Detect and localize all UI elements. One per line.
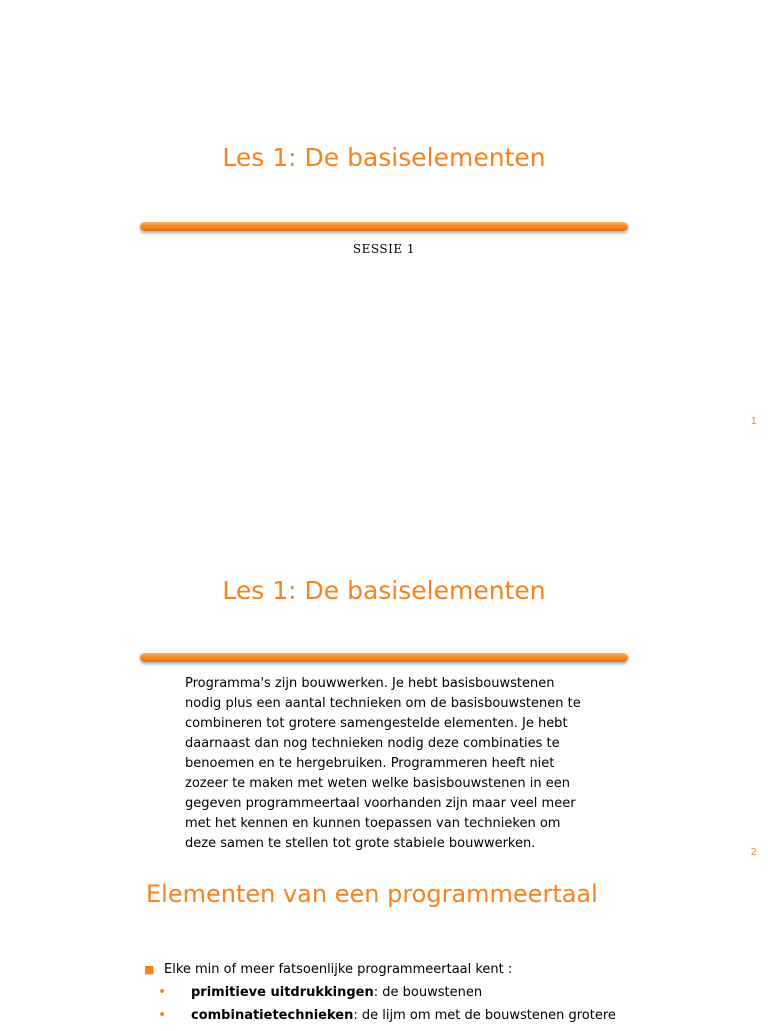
bullet-rest: : de lijm om met de bouwstenen grotere	[353, 1008, 616, 1023]
slide2-title-rule	[140, 653, 628, 662]
body-line: Programma's zijn bouwwerken. Je hebt basisbouwstenen	[185, 676, 555, 691]
body-line: nodig plus een aantal technieken om de basisbouwstenen te	[185, 696, 581, 711]
list-item	[140, 962, 760, 985]
body-line: benoemen en te hergebruiken. Programmeren heeft niet	[185, 756, 555, 771]
list-item	[140, 1008, 760, 1031]
body-line: deze samen te stellen tot grote stabiele bouwwerken.	[185, 836, 536, 851]
list-item	[140, 985, 760, 1008]
bullet-term: combinatietechnieken	[191, 1008, 354, 1023]
slide1-page-number: 1	[750, 416, 757, 427]
body-line: met het kennen en kunnen toepassen van technieken om	[185, 816, 561, 831]
dot-bullet-icon: •	[158, 1007, 167, 1023]
slide1-title-rule	[140, 222, 628, 231]
dot-bullet-icon: •	[158, 984, 167, 1000]
body-line: gegeven programmeertaal voorhanden zijn maar veel meer	[185, 796, 576, 811]
body-line: daarnaast dan nog technieken nodig deze combinaties te	[185, 736, 560, 751]
slide3-bullet-list	[140, 962, 760, 1031]
body-line: zozeer te maken met weten welke basisbouwstenen in een	[185, 776, 570, 791]
bullet-text	[191, 985, 482, 1000]
slide1-subtitle: SESSIE 1	[352, 242, 416, 256]
slide2-title: Les 1: De basiselementen	[222, 576, 546, 605]
body-line: combineren tot grotere samengestelde elementen. Je hebt	[185, 716, 568, 731]
bullet-text: Elke min of meer fatsoenlijke programmeertaal kent :	[164, 962, 513, 977]
square-bullet-icon: ■	[144, 963, 155, 976]
bullet-text	[191, 1008, 616, 1023]
bullet-term: primitieve uitdrukkingen	[191, 985, 374, 1000]
slide2-page-number: 2	[750, 847, 757, 858]
slide2-body	[185, 674, 605, 854]
slide3-title: Elementen van een programmeertaal	[146, 880, 598, 908]
slide1-title: Les 1: De basiselementen	[222, 143, 546, 172]
bullet-rest: : de bouwstenen	[373, 985, 483, 1000]
